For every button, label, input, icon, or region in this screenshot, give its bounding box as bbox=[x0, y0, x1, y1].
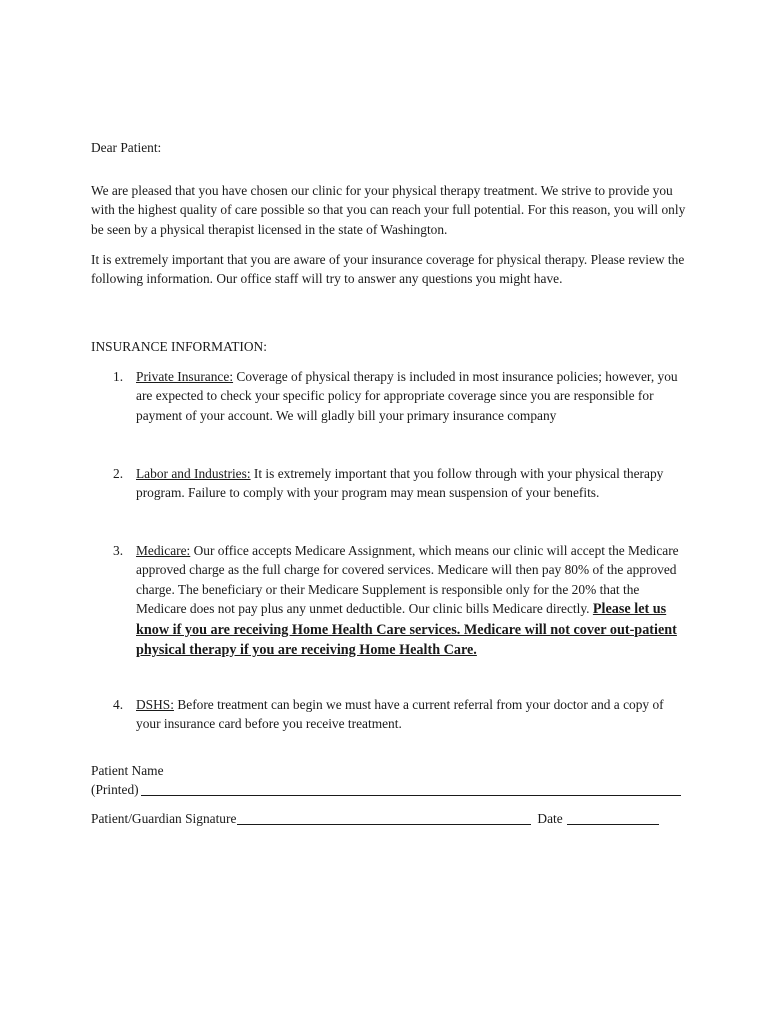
printed-label: (Printed) bbox=[91, 782, 139, 797]
list-item-number: 2. bbox=[113, 466, 124, 481]
greeting: Dear Patient: bbox=[91, 140, 162, 155]
list-item-body bbox=[136, 541, 691, 660]
patient-name-label: Patient Name bbox=[91, 763, 164, 778]
list-item-body bbox=[136, 464, 691, 503]
home-health-care-notice: Please let us know if you are receiving Home Health Care services. Medicare will not cover out-patient physical therapy if you are receiving Home Health Care. bbox=[136, 601, 677, 659]
list-item-number: 3. bbox=[113, 543, 124, 558]
list-item-number: 1. bbox=[113, 369, 124, 384]
patient-name-field[interactable] bbox=[141, 781, 681, 796]
section-heading: INSURANCE INFORMATION: bbox=[91, 339, 267, 354]
list-item-term: DSHS: bbox=[136, 697, 174, 712]
intro-paragraph: We are pleased that you have chosen our clinic for your physical therapy treatment. We strive to provide you with the highest quality of care possible so that you can reach your full potential. For this reason, you will only be seen by a physical therapist licensed in the state of Washington. bbox=[91, 183, 686, 237]
date-field[interactable] bbox=[567, 810, 659, 825]
list-item-text: It is extremely important that you follow through with your physical therapy program. Failure to comply with your program may mean suspension of your benefits. bbox=[136, 466, 664, 501]
list-item-text: Our office accepts Medicare Assignment, which means our clinic will accept the Medicare approved charge as the full charge for covered services. Medicare will then pay 80% of the approved charge. The beneficiary or their Medicare Supplement is responsible only for the 20% that the Medicare does not pay plus any unmet deductible. Our clinic bills Medicare directly. bbox=[136, 543, 679, 617]
coverage-paragraph: It is extremely important that you are aware of your insurance coverage for physical therapy. Please review the following information. Our office staff will try to answer any questions you might have. bbox=[91, 252, 685, 287]
list-item-number: 4. bbox=[113, 697, 124, 712]
signature-label: Patient/Guardian Signature bbox=[91, 811, 237, 826]
list-item-body bbox=[136, 367, 691, 425]
patient-name-row bbox=[91, 780, 681, 799]
list-item-term: Medicare: bbox=[136, 543, 191, 558]
date-label: Date bbox=[537, 811, 563, 826]
signature-field[interactable] bbox=[237, 810, 531, 825]
list-item-term: Private Insurance: bbox=[136, 369, 234, 384]
list-item-text: Coverage of physical therapy is included in most insurance policies; however, you are expected to check your specific policy for appropriate coverage since you are responsible for payment of your account. We will gladly bill your primary insurance company bbox=[136, 369, 678, 423]
list-item-text: Before treatment can begin we must have a current referral from your doctor and a copy of your insurance card before you receive treatment. bbox=[136, 697, 664, 732]
signature-row bbox=[91, 809, 681, 828]
list-item-term: Labor and Industries: bbox=[136, 466, 251, 481]
list-item-body bbox=[136, 695, 691, 734]
